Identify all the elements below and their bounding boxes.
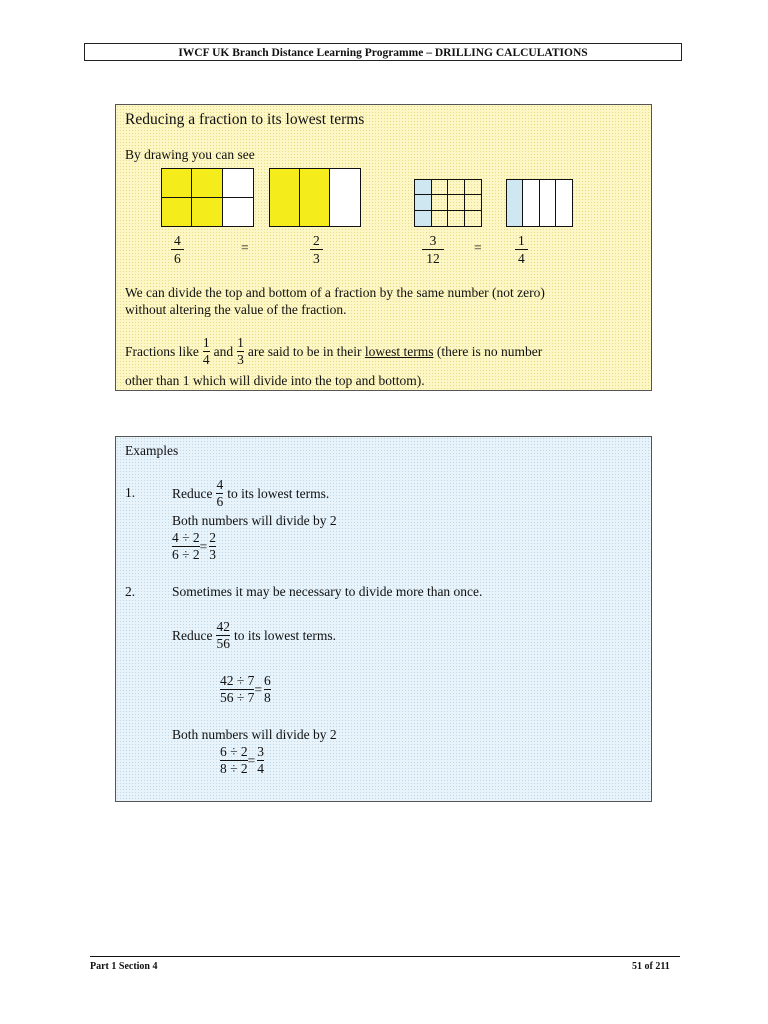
example-2-note: Both numbers will divide by 2 — [172, 727, 337, 742]
fraction-diagram-4-6 — [161, 168, 254, 227]
lowest-terms-sentence-end: other than 1 which will divide into the top and bottom). — [125, 373, 425, 388]
panel-heading: Reducing a fraction to its lowest terms — [125, 111, 365, 128]
fraction-diagram-2-3 — [269, 168, 361, 227]
equals-sign: = — [474, 240, 482, 255]
fraction-diagram-1-4 — [506, 179, 573, 227]
explanation-line-2: without altering the value of the fraction. — [125, 302, 347, 317]
panel-intro: By drawing you can see — [125, 147, 255, 162]
equals-sign: = — [241, 240, 249, 255]
footer-section: Part 1 Section 4 — [90, 961, 158, 972]
example-2-number: 2. — [125, 584, 136, 599]
example-1-note: Both numbers will divide by 2 — [172, 513, 337, 528]
fraction-label-1-4: 1 4 — [515, 232, 528, 267]
lowest-terms-term: lowest terms — [364, 343, 434, 359]
example-2-step-2: $\frac{6 \div 2}{8 \div 2}$ = $\frac{3}{4}$ — [220, 744, 265, 776]
document-header: IWCF UK Branch Distance Learning Programme – DRILLING CALCULATIONS — [84, 43, 682, 61]
fraction-label-4-6: 4 6 — [171, 232, 184, 267]
inline-fraction-1-4: $\frac{1}{4}$ — [202, 335, 210, 367]
fraction-diagram-3-12 — [414, 179, 482, 227]
example-2-fraction: $\frac{42}{56}$ — [216, 619, 230, 651]
fraction-label-2-3: 2 3 — [310, 232, 323, 267]
inline-fraction-1-3: $\frac{1}{3}$ — [237, 335, 244, 367]
example-2-question: Reduce $\frac{42}{56}$ to its lowest terms. — [172, 619, 336, 651]
lowest-terms-panel — [115, 104, 652, 391]
examples-heading: Examples — [125, 443, 179, 458]
example-2-intro: Sometimes it may be necessary to divide more than once. — [172, 584, 483, 599]
fraction-label-3-12: 3 12 — [422, 232, 444, 267]
example-1-question: Reduce $\frac{4}{6}$ to its lowest terms. — [172, 477, 330, 509]
examples-panel — [115, 436, 652, 802]
footer-page-number: 51 of 211 — [632, 961, 670, 972]
explanation-line-1: We can divide the top and bottom of a fraction by the same number (not zero) — [125, 285, 545, 300]
footer-divider — [90, 956, 680, 957]
example-2-step-1: $\frac{42 \div 7}{56 \div 7}$ = $\frac{6}{8}$ — [220, 673, 271, 705]
lowest-terms-sentence: Fractions like $\frac{1}{4}$ and $\frac{1}{3}$ are said to be in their lowest terms (there is no number — [125, 335, 543, 367]
example-1-calculation: $\frac{4 \div 2}{6 \div 2}$ = $\frac{2}{3}$ — [172, 530, 217, 562]
example-1-number: 1. — [125, 485, 136, 500]
example-1-fraction: $\frac{4}{6}$ — [216, 477, 224, 509]
